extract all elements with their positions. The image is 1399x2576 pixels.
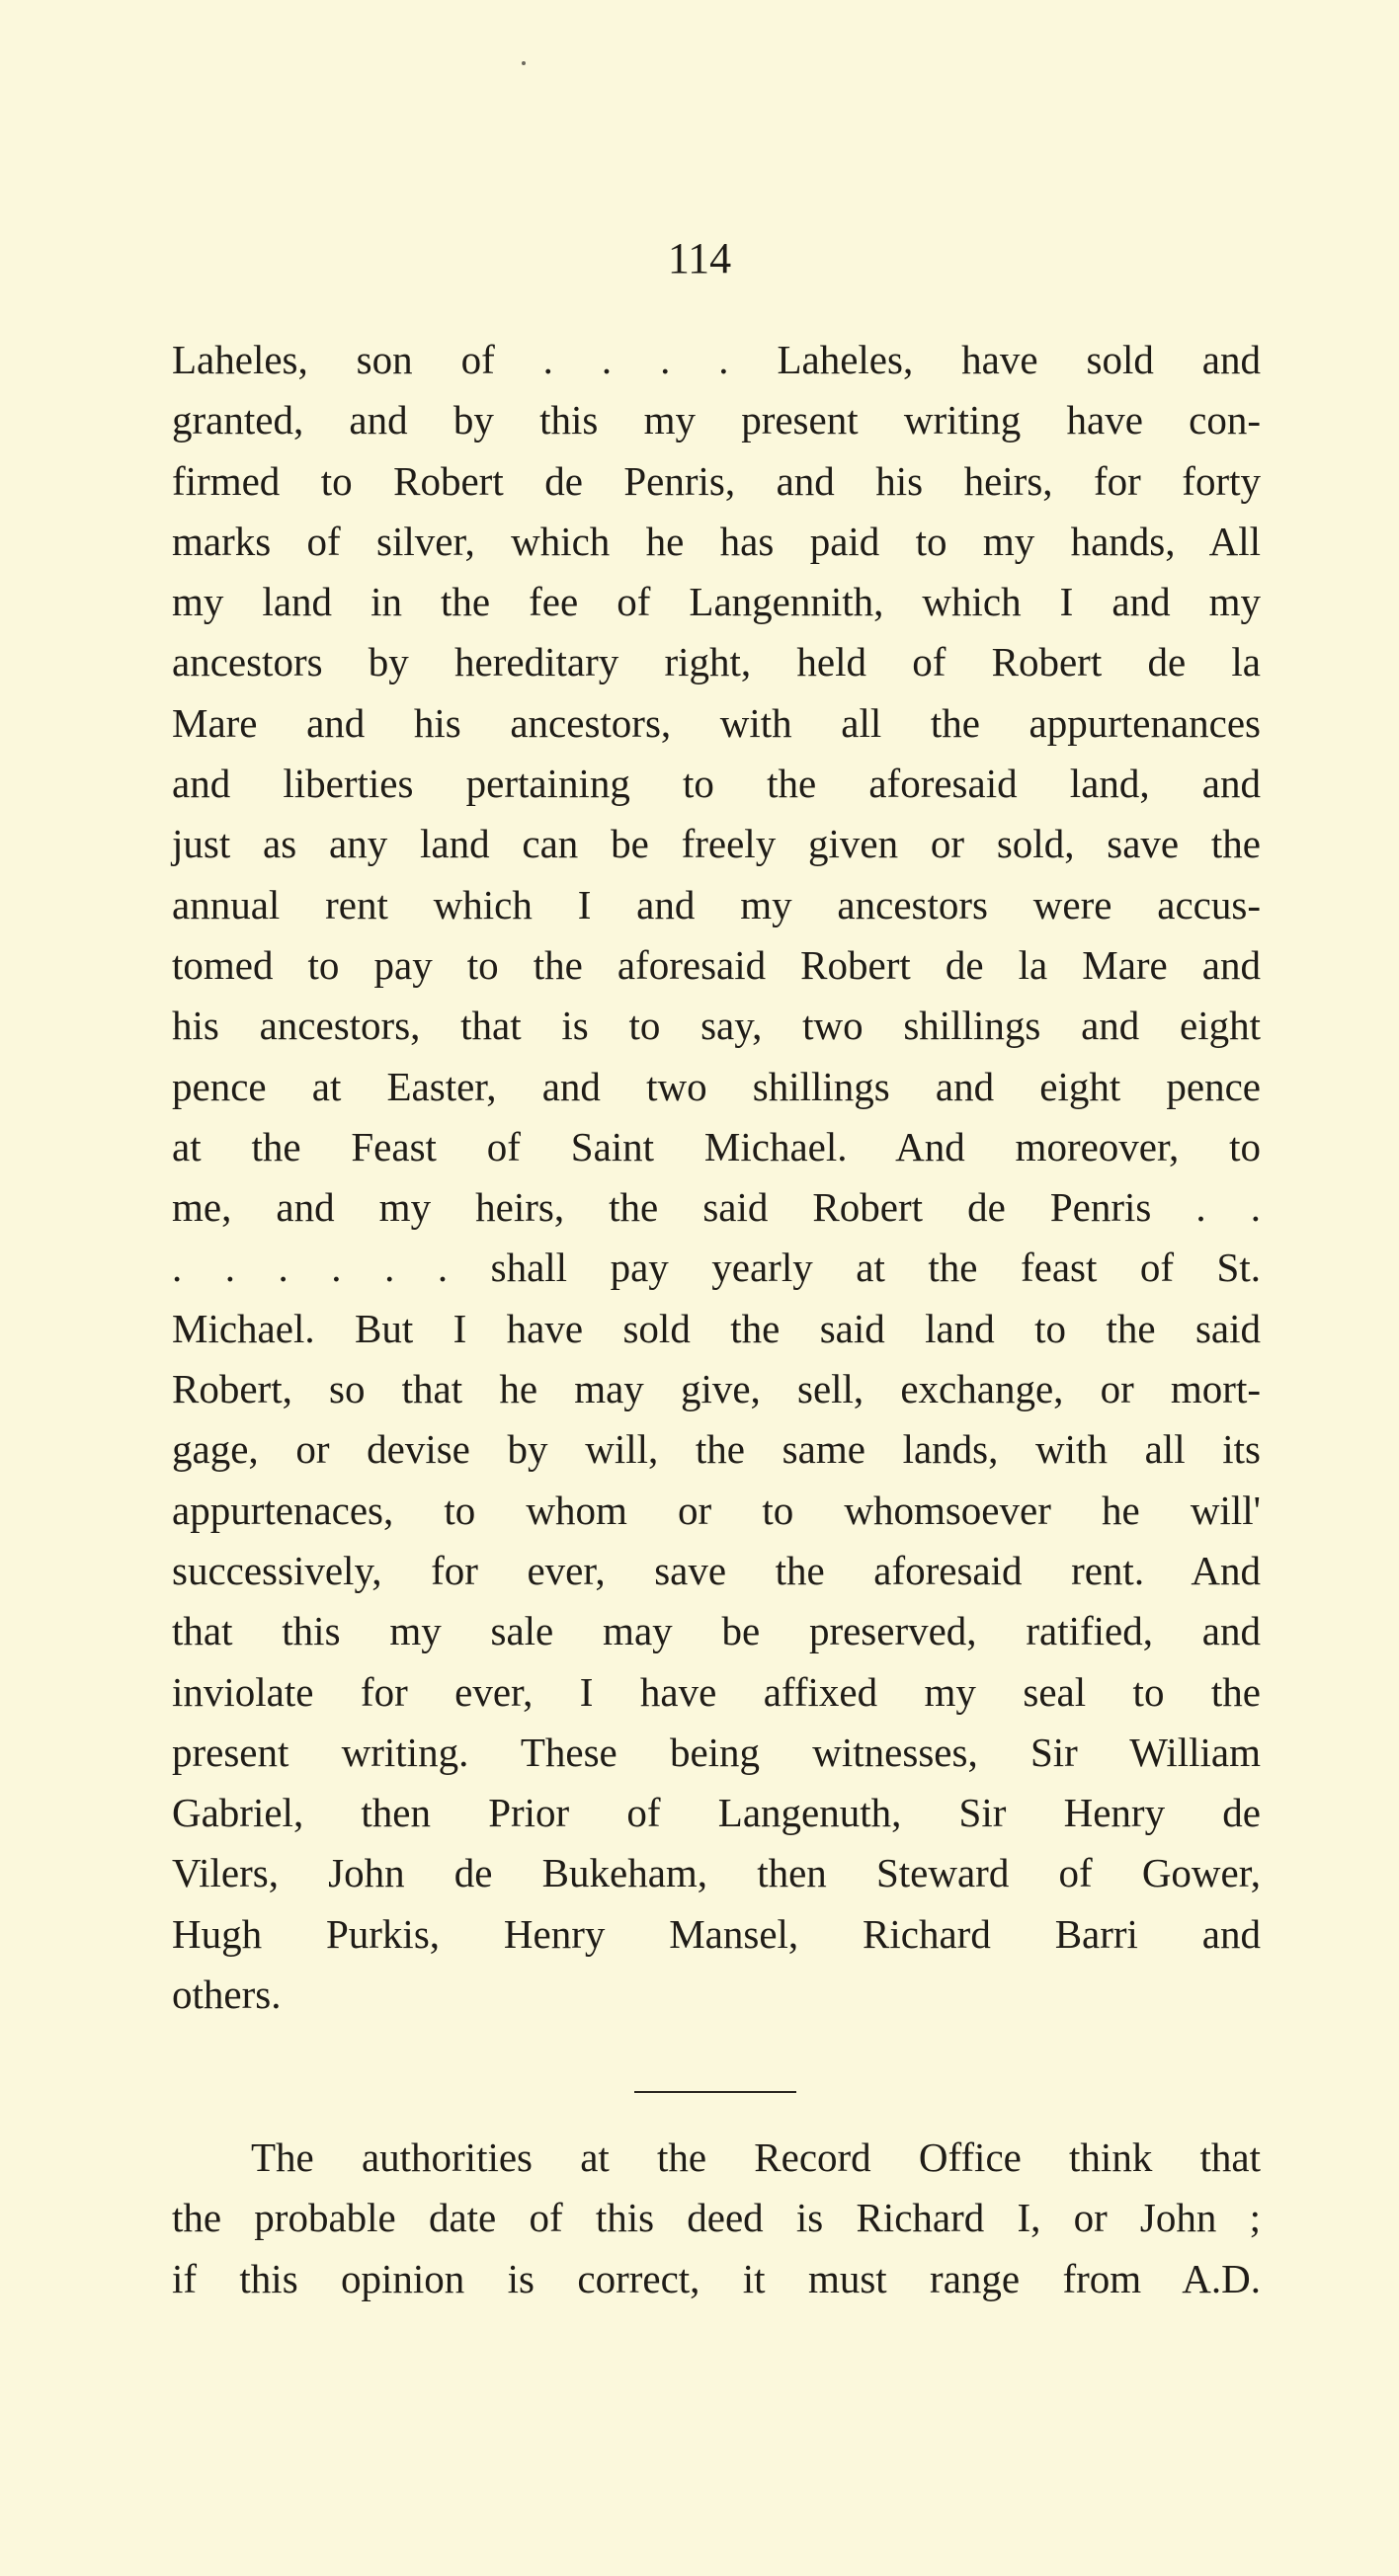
text-line: Mare and his ancestors, with all the appurtenances	[172, 699, 1261, 746]
text-line: appurtenaces, to whom or to whomsoever he will'	[172, 1487, 1261, 1533]
text-line: that this my sale may be preserved, ratified, and	[172, 1608, 1261, 1654]
section-divider	[634, 2091, 796, 2093]
text-line: Gabriel, then Prior of Langenuth, Sir Henry de	[172, 1790, 1261, 1836]
text-line: me, and my heirs, the said Robert de Penris . .	[172, 1184, 1261, 1231]
text-line: and liberties pertaining to the aforesaid land, and	[172, 761, 1261, 807]
text-line: just as any land can be freely given or sold, save the	[172, 821, 1261, 867]
text-line: pence at Easter, and two shillings and eight pence	[172, 1063, 1261, 1109]
text-line: others.	[172, 1972, 282, 2018]
text-line: Vilers, John de Bukeham, then Steward of Gower,	[172, 1850, 1261, 1896]
record-office-note-paragraph	[172, 2128, 1261, 2309]
text-line: Hugh Purkis, Henry Mansel, Richard Barri and	[172, 1910, 1261, 1957]
text-line: tomed to pay to the aforesaid Robert de la Mare and	[172, 941, 1261, 988]
text-line: successively, for ever, save the aforesaid rent. And	[172, 1547, 1261, 1593]
text-line: Michael. But I have sold the said land to the said	[172, 1305, 1261, 1351]
text-line: gage, or devise by will, the same lands, with all its	[172, 1426, 1261, 1473]
text-line: . . . . . . shall pay yearly at the feast of St.	[172, 1245, 1261, 1291]
text-line: his ancestors, that is to say, two shillings and eight	[172, 1003, 1261, 1049]
paper-speck	[522, 61, 526, 65]
text-line: firmed to Robert de Penris, and his heirs, for forty	[172, 457, 1261, 504]
text-line: The authorities at the Record Office think that	[251, 2134, 1261, 2180]
text-line: ancestors by hereditary right, held of Robert de la	[172, 639, 1261, 685]
deed-translation-paragraph	[172, 330, 1261, 2025]
text-line: Laheles, son of . . . . Laheles, have sold and	[172, 337, 1261, 382]
text-line: the probable date of this deed is Richard I, or John ;	[172, 2195, 1261, 2241]
text-line: inviolate for ever, I have affixed my seal to the	[172, 1668, 1261, 1715]
text-line: granted, and by this my present writing have con-	[172, 397, 1261, 443]
text-line: annual rent which I and my ancestors were accus-	[172, 881, 1261, 927]
text-line: if this opinion is correct, it must range from A.D.	[172, 2255, 1261, 2301]
text-line: Robert, so that he may give, sell, exchange, or mort-	[172, 1366, 1261, 1412]
text-line: marks of silver, which he has paid to my hands, All	[172, 518, 1261, 564]
text-line: my land in the fee of Langennith, which I and my	[172, 579, 1261, 625]
page-number: 114	[667, 234, 732, 282]
text-line: at the Feast of Saint Michael. And moreover, to	[172, 1123, 1261, 1169]
text-line: present writing. These being witnesses, Sir William	[172, 1729, 1261, 1775]
